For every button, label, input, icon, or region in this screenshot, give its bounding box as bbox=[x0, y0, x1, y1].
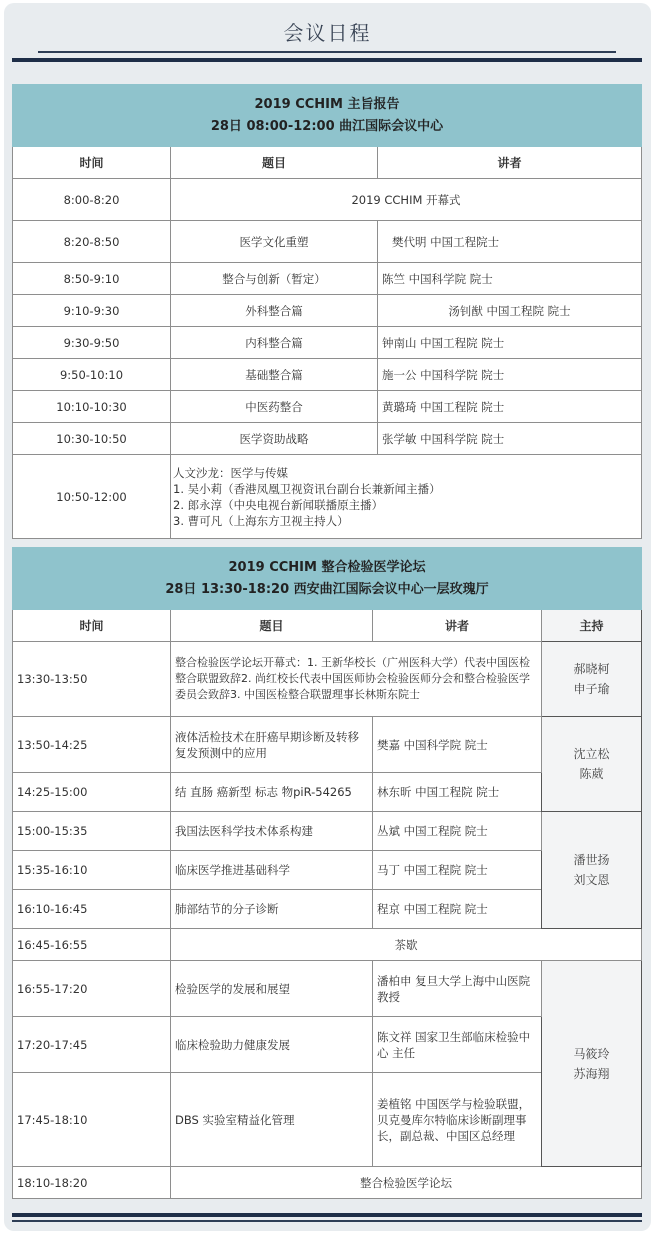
table-row bbox=[13, 179, 642, 221]
speaker-cell: 黄璐琦 中国工程院 院士 bbox=[378, 391, 642, 423]
topic-cell: 液体活检技术在肝癌早期诊断及转移复发预测中的应用 bbox=[171, 717, 373, 773]
table-row bbox=[13, 263, 642, 295]
topic-cell: 基础整合篇 bbox=[171, 359, 378, 391]
keynote-subtitle: 28日 08:00-12:00 曲江国际会议中心 bbox=[210, 118, 444, 134]
time-cell: 10:30-10:50 bbox=[13, 423, 171, 455]
salon-guest: 3. 曹可凡（上海东方卫视主持人） bbox=[173, 513, 349, 528]
topic-cell: 肺部结节的分子诊断 bbox=[171, 890, 373, 929]
host-name: 刘文恩 bbox=[573, 873, 610, 887]
closing-cell: 整合检验医学论坛 bbox=[171, 1167, 642, 1199]
host-name: 马筱玲 bbox=[573, 1046, 610, 1061]
host-cell bbox=[542, 812, 642, 929]
salon-title: 人文沙龙：医学与传媒 bbox=[173, 465, 288, 480]
salon-guest: 2. 郎永淳（中央电视台新闻联播原主播） bbox=[173, 497, 384, 512]
keynote-header bbox=[13, 85, 642, 147]
topic-cell: 临床医学推进基础科学 bbox=[171, 851, 373, 890]
table-row bbox=[13, 642, 642, 717]
col-topic: 题目 bbox=[171, 147, 378, 179]
speaker-cell: 姜植铭 中国医学与检验联盟，贝克曼库尔特临床诊断副理事长，副总裁、中国区总经理 bbox=[373, 1073, 542, 1167]
topic-cell: 检验医学的发展和展望 bbox=[171, 961, 373, 1017]
time-cell: 14:25-15:00 bbox=[13, 773, 171, 812]
tea-break-cell: 茶歇 bbox=[171, 929, 642, 961]
speaker-cell: 汤钊猷 中国工程院 院士 bbox=[378, 295, 642, 327]
time-cell: 9:30-9:50 bbox=[13, 327, 171, 359]
forum-header bbox=[13, 548, 642, 610]
opening-cell: 2019 CCHIM 开幕式 bbox=[171, 179, 642, 221]
keynote-title: 2019 CCHIM 主旨报告 bbox=[254, 96, 400, 112]
topic-cell: 整合与创新（暂定） bbox=[171, 263, 378, 295]
footer-divider-thin bbox=[12, 1220, 642, 1222]
time-cell: 13:30-13:50 bbox=[13, 642, 171, 717]
table-row bbox=[13, 391, 642, 423]
time-cell: 16:45-16:55 bbox=[13, 929, 171, 961]
speaker-cell: 樊嘉 中国科学院 院士 bbox=[373, 717, 542, 773]
keynote-table bbox=[12, 84, 642, 539]
host-name: 申子瑜 bbox=[573, 682, 610, 696]
topic-cell: 临床检验助力健康发展 bbox=[171, 1017, 373, 1073]
topic-cell: 外科整合篇 bbox=[171, 295, 378, 327]
table-row bbox=[13, 1167, 642, 1199]
topic-cell: 医学文化重塑 bbox=[171, 221, 378, 263]
time-cell: 8:20-8:50 bbox=[13, 221, 171, 263]
table-row bbox=[13, 423, 642, 455]
time-cell: 8:00-8:20 bbox=[13, 179, 171, 221]
host-name: 郝晓柯 bbox=[573, 662, 610, 676]
host-name: 苏海翔 bbox=[573, 1066, 610, 1081]
host-name: 陈葳 bbox=[579, 767, 604, 781]
forum-table bbox=[12, 547, 642, 1199]
col-speaker: 讲者 bbox=[378, 147, 642, 179]
opening-cell: 整合检验医学论坛开幕式：1. 王新华校长（广州医科大学）代表中国医检整合联盟致辞2. 尚红校长代表中国医师协会检验医师分会和整合检验医学委员会致辞3. 中国医检整合联盟理事长林斯东院士 bbox=[171, 642, 542, 717]
host-cell bbox=[542, 961, 642, 1167]
time-cell: 15:00-15:35 bbox=[13, 812, 171, 851]
footer-divider bbox=[12, 1213, 642, 1217]
host-cell bbox=[542, 717, 642, 812]
table-row bbox=[13, 359, 642, 391]
table-row bbox=[13, 295, 642, 327]
salon-cell bbox=[171, 455, 642, 539]
time-cell: 15:35-16:10 bbox=[13, 851, 171, 890]
speaker-cell: 施一公 中国科学院 院士 bbox=[378, 359, 642, 391]
forum-title: 2019 CCHIM 整合检验医学论坛 bbox=[228, 559, 426, 575]
topic-cell: 中医药整合 bbox=[171, 391, 378, 423]
time-cell: 10:10-10:30 bbox=[13, 391, 171, 423]
topic-cell: DBS 实验室精益化管理 bbox=[171, 1073, 373, 1167]
table-row bbox=[13, 327, 642, 359]
table-row bbox=[13, 221, 642, 263]
speaker-cell: 马丁 中国工程院 院士 bbox=[373, 851, 542, 890]
speaker-cell: 林东昕 中国工程院 院士 bbox=[373, 773, 542, 812]
speaker-cell: 陈文祥 国家卫生部临床检验中心 主任 bbox=[373, 1017, 542, 1073]
speaker-cell: 张学敏 中国科学院 院士 bbox=[378, 423, 642, 455]
time-cell: 9:50-10:10 bbox=[13, 359, 171, 391]
speaker-cell: 樊代明 中国工程院士 bbox=[378, 221, 642, 263]
topic-cell: 我国法医科学技术体系构建 bbox=[171, 812, 373, 851]
time-cell: 9:10-9:30 bbox=[13, 295, 171, 327]
speaker-cell: 陈竺 中国科学院 院士 bbox=[378, 263, 642, 295]
page-title: 会议日程 bbox=[283, 21, 372, 45]
time-cell: 17:45-18:10 bbox=[13, 1073, 171, 1167]
col-host: 主持 bbox=[542, 610, 642, 642]
table-row bbox=[13, 717, 642, 773]
header-divider bbox=[12, 58, 642, 62]
forum-subtitle: 28日 13:30-18:20 西安曲江国际会议中心一层玫瑰厅 bbox=[165, 581, 489, 597]
topic-cell: 内科整合篇 bbox=[171, 327, 378, 359]
col-speaker: 讲者 bbox=[373, 610, 542, 642]
topic-cell: 医学资助战略 bbox=[171, 423, 378, 455]
host-name: 潘世扬 bbox=[573, 853, 610, 867]
topic-cell: 结 直肠 癌新型 标志 物piR-54265 bbox=[171, 773, 373, 812]
time-cell: 16:10-16:45 bbox=[13, 890, 171, 929]
speaker-cell: 潘柏申 复旦大学上海中山医院 教授 bbox=[373, 961, 542, 1017]
host-cell bbox=[542, 642, 642, 717]
table-row bbox=[13, 929, 642, 961]
time-cell: 13:50-14:25 bbox=[13, 717, 171, 773]
col-time: 时间 bbox=[13, 610, 171, 642]
time-cell: 16:55-17:20 bbox=[13, 961, 171, 1017]
speaker-cell: 丛斌 中国工程院 院士 bbox=[373, 812, 542, 851]
time-cell: 17:20-17:45 bbox=[13, 1017, 171, 1073]
table-row bbox=[13, 455, 642, 539]
time-cell: 18:10-18:20 bbox=[13, 1167, 171, 1199]
time-cell: 10:50-12:00 bbox=[13, 455, 171, 539]
time-cell: 8:50-9:10 bbox=[13, 263, 171, 295]
col-topic: 题目 bbox=[171, 610, 373, 642]
salon-guest: 1. 吴小莉（香港凤凰卫视资讯台副台长兼新闻主播） bbox=[173, 481, 441, 496]
speaker-cell: 钟南山 中国工程院 院士 bbox=[378, 327, 642, 359]
host-name: 沈立松 bbox=[573, 747, 610, 761]
title-divider bbox=[38, 51, 616, 53]
table-row bbox=[13, 961, 642, 1017]
table-row bbox=[13, 812, 642, 851]
col-time: 时间 bbox=[13, 147, 171, 179]
speaker-cell: 程京 中国工程院 院士 bbox=[373, 890, 542, 929]
